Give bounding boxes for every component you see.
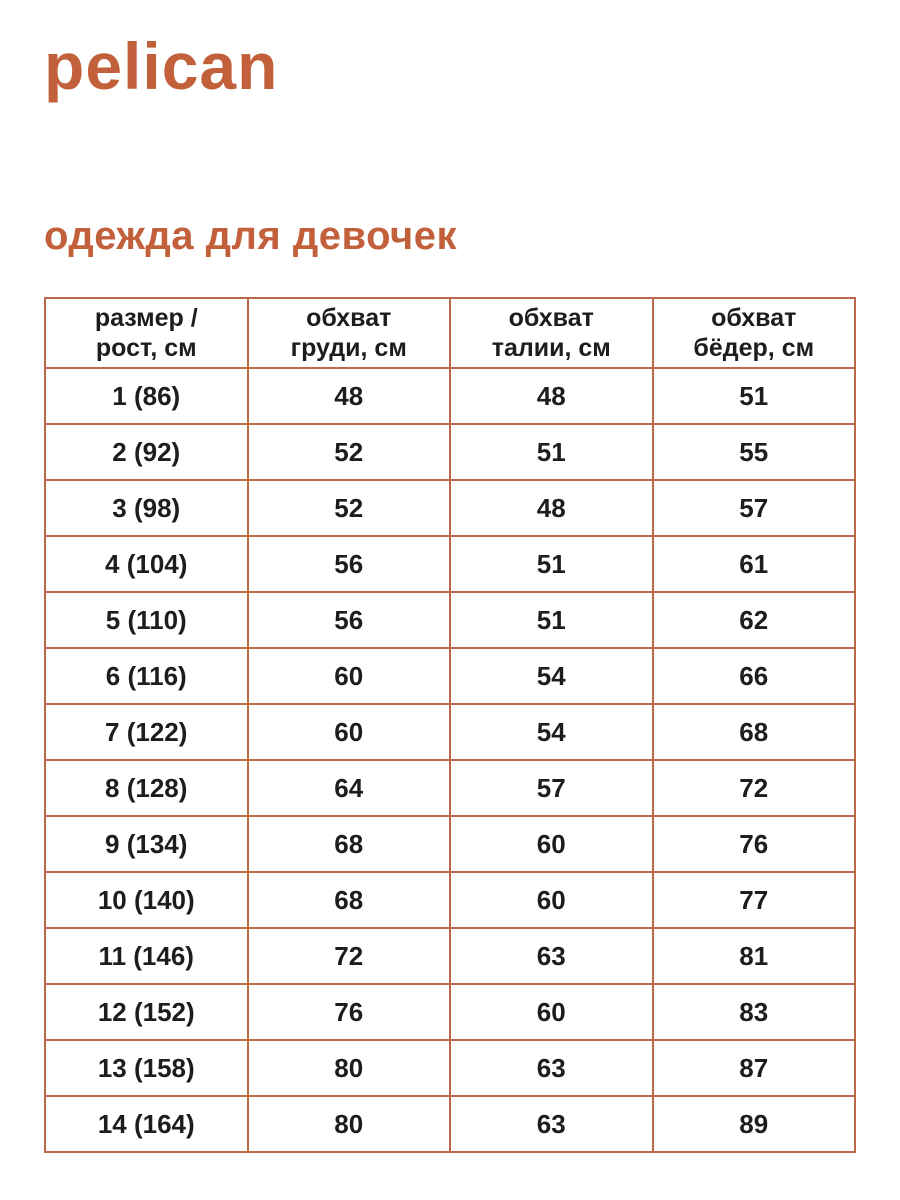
measurement-cell: 48: [450, 480, 653, 536]
measurement-cell: 62: [653, 592, 856, 648]
col-header-line: размер /: [94, 303, 198, 332]
table-row: [45, 480, 855, 536]
measurement-cell: 60: [450, 816, 653, 872]
col-header-line: талии, см: [491, 334, 611, 362]
col-header-chest: [248, 298, 451, 368]
col-header-line: рост, см: [95, 334, 197, 362]
table-row: [45, 704, 855, 760]
size-height-cell: 3 (98): [45, 480, 248, 536]
measurement-cell: 56: [248, 592, 451, 648]
table-row: [45, 368, 855, 424]
measurement-cell: 60: [248, 704, 451, 760]
table-row: [45, 760, 855, 816]
brand-logo: pelican: [44, 29, 279, 103]
measurement-cell: 89: [653, 1096, 856, 1152]
measurement-cell: 77: [653, 872, 856, 928]
measurement-cell: 63: [450, 1096, 653, 1152]
page-title: одежда для девочек: [44, 214, 458, 258]
measurement-cell: 80: [248, 1096, 451, 1152]
size-height-cell: 13 (158): [45, 1040, 248, 1096]
col-header-waist: [450, 298, 653, 368]
size-height-cell: 2 (92): [45, 424, 248, 480]
table-row: [45, 536, 855, 592]
table-row: [45, 1040, 855, 1096]
measurement-cell: 80: [248, 1040, 451, 1096]
table-row: [45, 648, 855, 704]
table-row: [45, 592, 855, 648]
col-header-line: обхват: [508, 303, 594, 332]
table-row: [45, 928, 855, 984]
measurement-cell: 81: [653, 928, 856, 984]
measurement-cell: 51: [450, 536, 653, 592]
measurement-cell: 48: [450, 368, 653, 424]
col-header-line: груди, см: [290, 334, 407, 362]
measurement-cell: 54: [450, 648, 653, 704]
measurement-cell: 63: [450, 928, 653, 984]
table-row: [45, 424, 855, 480]
size-height-cell: 8 (128): [45, 760, 248, 816]
measurement-cell: 87: [653, 1040, 856, 1096]
measurement-cell: 54: [450, 704, 653, 760]
measurement-cell: 52: [248, 480, 451, 536]
table-row: [45, 1096, 855, 1152]
col-header-line: бёдер, см: [693, 334, 815, 362]
table-row: [45, 816, 855, 872]
measurement-cell: 72: [248, 928, 451, 984]
measurement-cell: 76: [248, 984, 451, 1040]
size-height-cell: 1 (86): [45, 368, 248, 424]
measurement-cell: 51: [450, 592, 653, 648]
size-table-header: [45, 298, 855, 368]
size-table-body: [45, 368, 855, 1152]
measurement-cell: 63: [450, 1040, 653, 1096]
header-row: [45, 298, 855, 368]
measurement-cell: 57: [653, 480, 856, 536]
measurement-cell: 66: [653, 648, 856, 704]
measurement-cell: 52: [248, 424, 451, 480]
measurement-cell: 60: [450, 984, 653, 1040]
measurement-cell: 68: [248, 816, 451, 872]
col-header-hips: [653, 298, 856, 368]
size-height-cell: 9 (134): [45, 816, 248, 872]
measurement-cell: 64: [248, 760, 451, 816]
measurement-cell: 72: [653, 760, 856, 816]
size-height-cell: 14 (164): [45, 1096, 248, 1152]
size-height-cell: 11 (146): [45, 928, 248, 984]
col-header-line: обхват: [711, 303, 797, 332]
size-height-cell: 6 (116): [45, 648, 248, 704]
size-height-cell: 4 (104): [45, 536, 248, 592]
measurement-cell: 60: [450, 872, 653, 928]
table-row: [45, 872, 855, 928]
col-header-size-height: [45, 298, 248, 368]
col-header-line: обхват: [306, 303, 392, 332]
measurement-cell: 61: [653, 536, 856, 592]
size-height-cell: 7 (122): [45, 704, 248, 760]
measurement-cell: 57: [450, 760, 653, 816]
size-height-cell: 12 (152): [45, 984, 248, 1040]
measurement-cell: 68: [248, 872, 451, 928]
measurement-cell: 68: [653, 704, 856, 760]
measurement-cell: 76: [653, 816, 856, 872]
measurement-cell: 55: [653, 424, 856, 480]
table-row: [45, 984, 855, 1040]
measurement-cell: 51: [653, 368, 856, 424]
measurement-cell: 48: [248, 368, 451, 424]
measurement-cell: 83: [653, 984, 856, 1040]
size-chart-table: [44, 297, 856, 1153]
measurement-cell: 51: [450, 424, 653, 480]
measurement-cell: 60: [248, 648, 451, 704]
size-height-cell: 10 (140): [45, 872, 248, 928]
size-height-cell: 5 (110): [45, 592, 248, 648]
measurement-cell: 56: [248, 536, 451, 592]
